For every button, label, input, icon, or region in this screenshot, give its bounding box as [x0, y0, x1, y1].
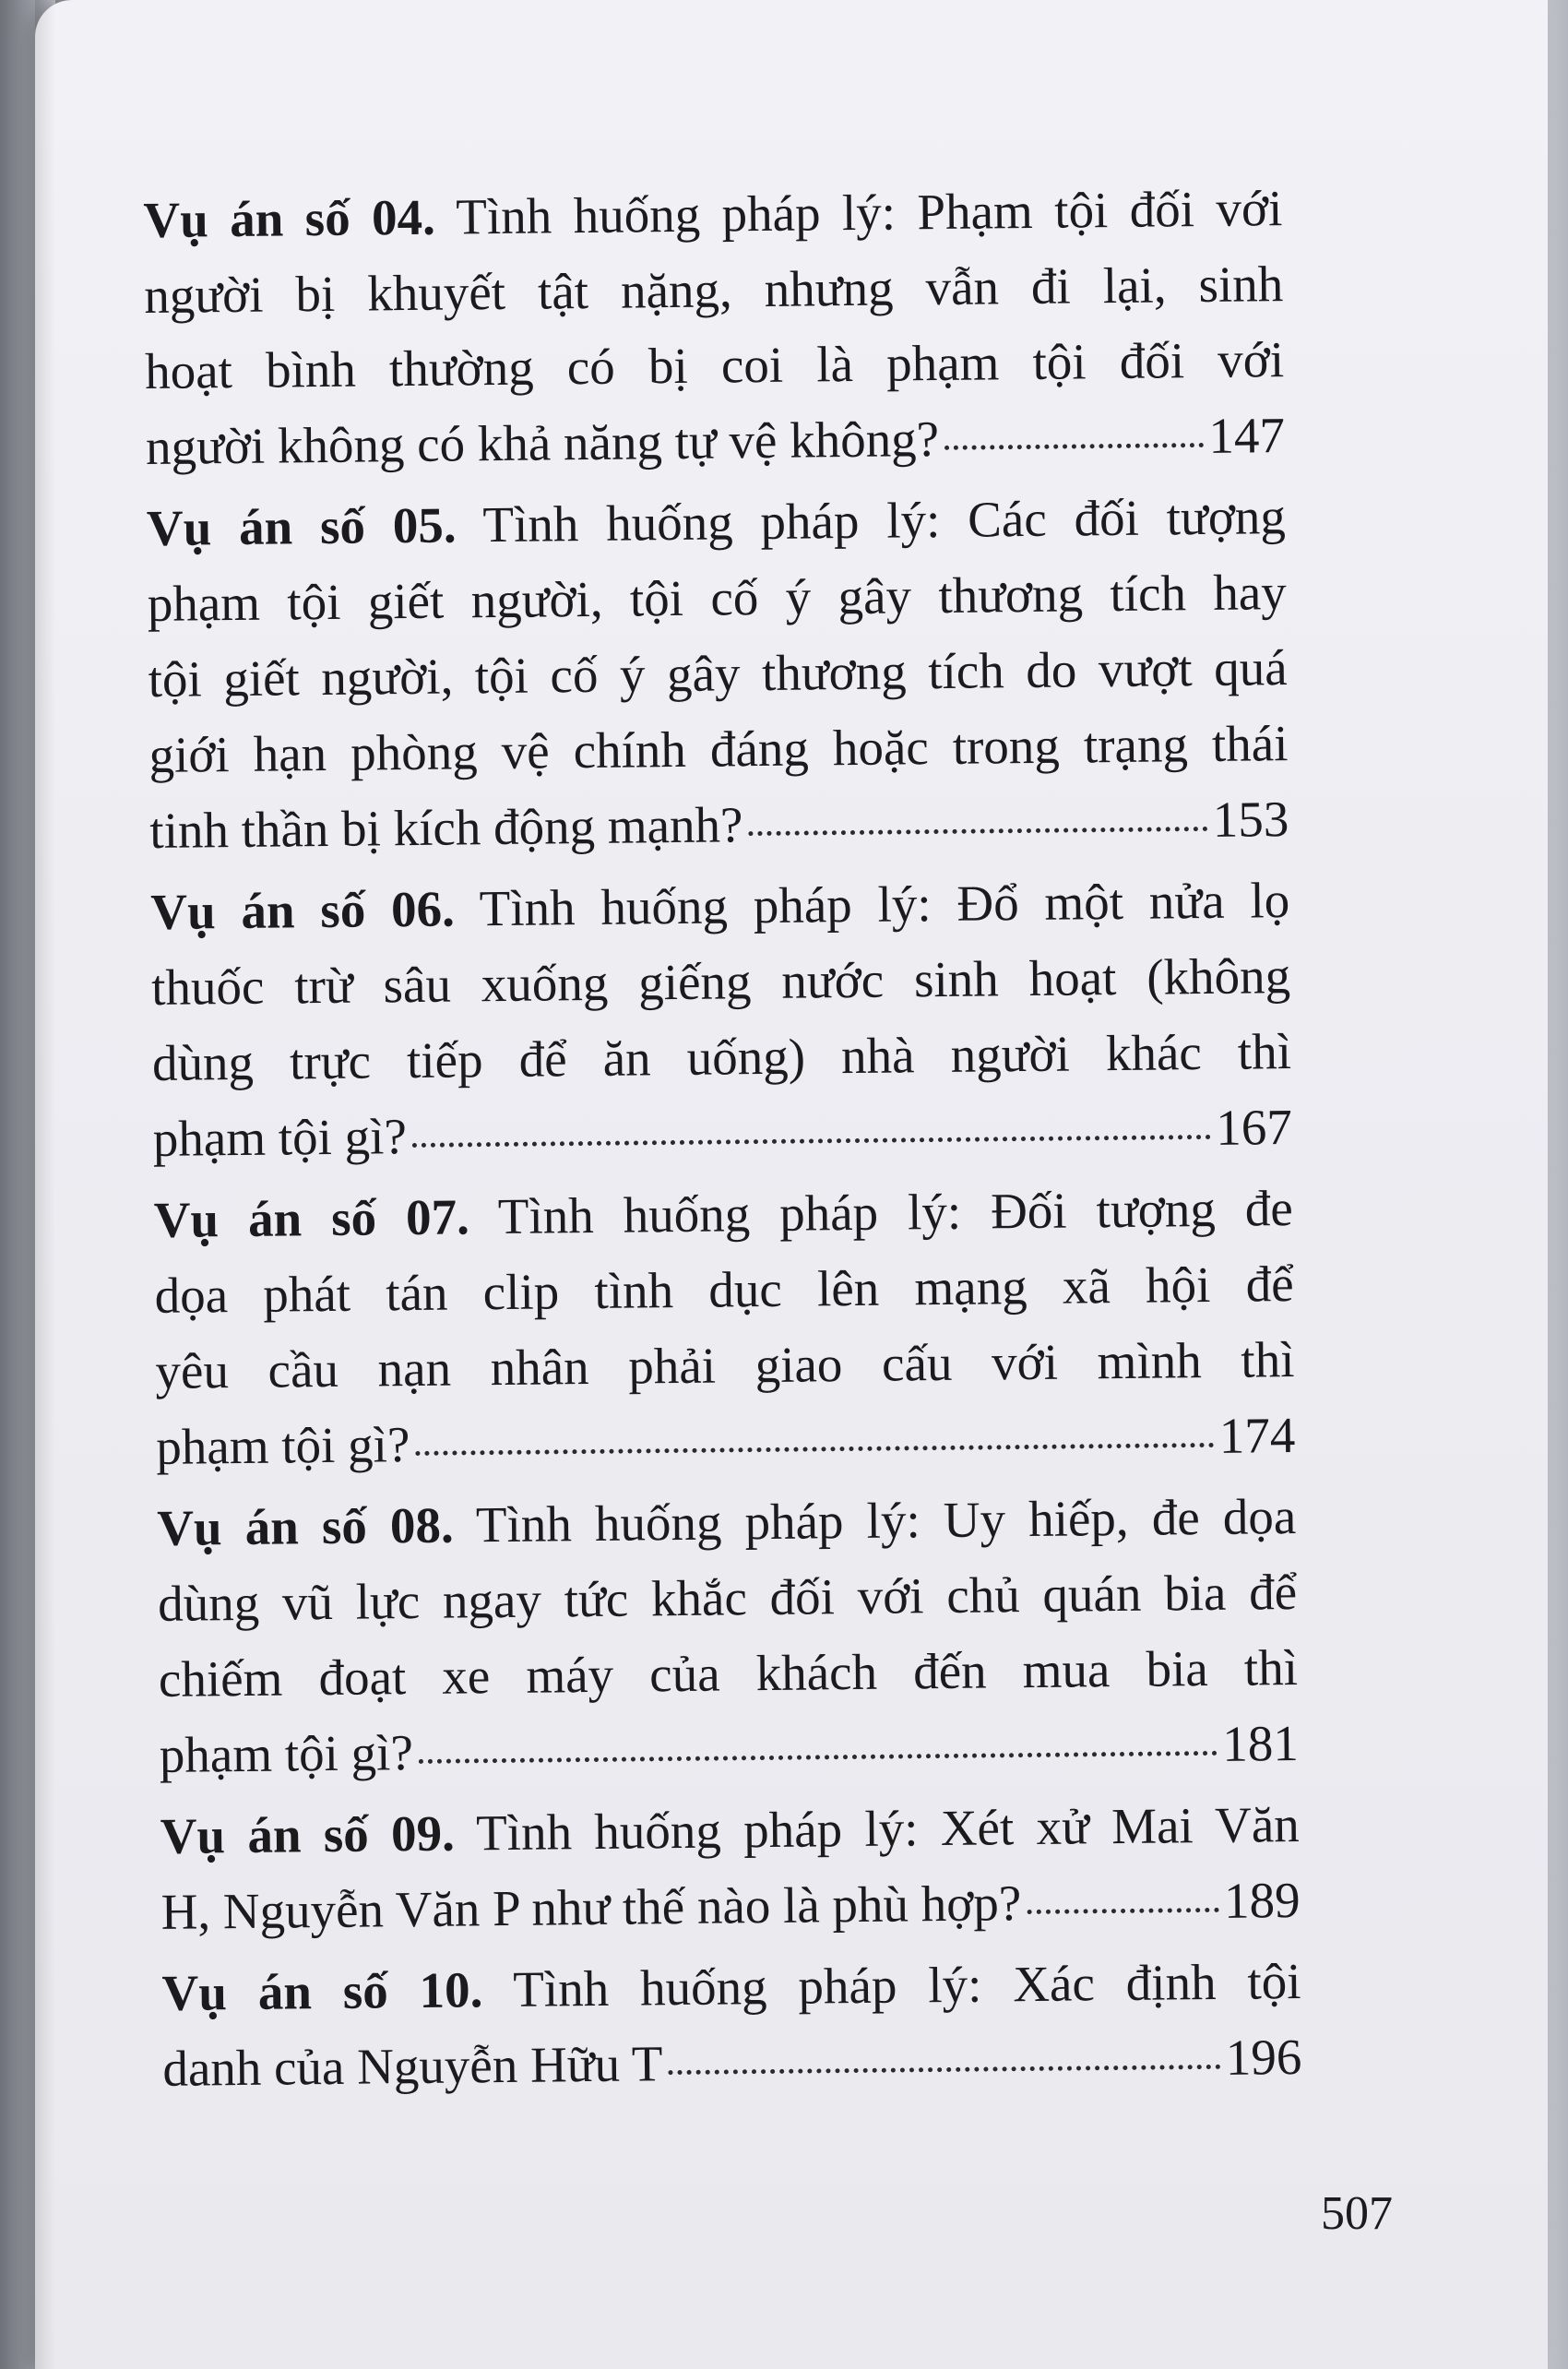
- entry-text: dùng trực tiếp để ăn uống) nhà người khác thì: [151, 1023, 1292, 1091]
- entry-text: Tình huống pháp lý: Đổ một nửa lọ: [454, 872, 1290, 937]
- toc-page-number: 181: [1221, 1714, 1300, 1772]
- dot-leader: [412, 1135, 1211, 1148]
- entry-text: dọa phát tán clip tình dục lên mạng xã hội để: [154, 1256, 1294, 1324]
- toc-entry-line: [152, 1014, 1292, 1101]
- toc-entry: [143, 171, 1285, 485]
- entry-text: H, Nguyễn Văn P như thế nào là phù hợp?: [160, 1875, 1022, 1940]
- entry-text: tội giết người, tội cố ý gây thương tích do vượt quá: [148, 639, 1288, 708]
- page-fold-shadow: [35, 0, 55, 2369]
- entry-text: Tình huống pháp lý: Xét xử Mai Văn: [454, 1795, 1301, 1862]
- toc-entry-line: [157, 1479, 1297, 1566]
- entry-text: hoạt bình thường có bị coi là phạm tội đối với: [144, 331, 1285, 399]
- entry-text: Tình huống pháp lý: Uy hiếp, đe dọa: [453, 1487, 1297, 1554]
- toc-entry-last-line: [156, 1398, 1296, 1485]
- toc-entry-last-line: [152, 1089, 1292, 1177]
- dot-leader: [1027, 1908, 1218, 1914]
- case-number: Vụ án số 07.: [153, 1188, 470, 1248]
- toc-page-number: 189: [1223, 1871, 1301, 1929]
- toc-entry-last-line: [149, 781, 1289, 869]
- toc-entry-last-line: [159, 1706, 1299, 1793]
- entry-text: thuốc trừ sâu xuống giếng nước sinh hoạt (không: [150, 947, 1291, 1016]
- toc-entry-line: [143, 171, 1283, 258]
- toc-entry: [161, 1944, 1302, 2107]
- entry-text: Tình huống pháp lý: Các đối tượng: [456, 488, 1287, 554]
- entry-text: người không có khả năng tự vệ không?: [145, 410, 940, 475]
- toc-entry-last-line: [162, 2019, 1302, 2107]
- dot-leader: [668, 2065, 1220, 2075]
- toc-entry-line: [155, 1322, 1295, 1410]
- entry-text: Tình huống pháp lý: Xác định tội: [482, 1952, 1301, 2018]
- entry-text: Tình huống pháp lý: Đối tượng đe: [469, 1180, 1294, 1245]
- toc-entry: [146, 479, 1289, 869]
- entry-text: phạm tội gì?: [152, 1108, 408, 1167]
- toc-entry-line: [160, 1787, 1300, 1875]
- toc-entry-line: [151, 938, 1291, 1026]
- toc-entry-line: [153, 1171, 1293, 1258]
- case-number: Vụ án số 09.: [160, 1804, 456, 1864]
- toc-page-number: 153: [1212, 791, 1289, 848]
- case-number: Vụ án số 08.: [156, 1496, 455, 1556]
- toc-entry-line: [148, 706, 1289, 793]
- entry-text: phạm tội giết người, tội cố ý gây thương tích hay: [147, 564, 1288, 632]
- toc-entry-line: [147, 554, 1287, 642]
- toc-page-number: 196: [1225, 2028, 1302, 2086]
- toc-entry: [160, 1787, 1301, 1950]
- dot-leader: [748, 827, 1206, 836]
- table-of-contents: [143, 171, 1302, 2107]
- dot-leader: [419, 1751, 1218, 1764]
- toc-entry-line: [154, 1246, 1294, 1334]
- toc-entry: [153, 1171, 1295, 1485]
- page-number: 507: [1321, 2187, 1393, 2240]
- toc-entry-line: [161, 1944, 1301, 2031]
- case-number: Vụ án số 06.: [149, 880, 456, 940]
- toc-entry-line: [158, 1554, 1298, 1642]
- toc-page-number: 167: [1215, 1099, 1293, 1156]
- entry-text: tinh thần bị kích động mạnh?: [149, 796, 743, 859]
- toc-entry-line: [150, 863, 1290, 950]
- toc-entry: [157, 1479, 1299, 1793]
- toc-entry-last-line: [146, 398, 1286, 485]
- entry-text: Tình huống pháp lý: Phạm tội đối với: [434, 180, 1283, 245]
- dot-leader: [944, 443, 1203, 450]
- entry-text: dùng vũ lực ngay tức khắc đối với chủ quán bia để: [157, 1563, 1298, 1632]
- case-number: Vụ án số 04.: [143, 188, 436, 248]
- case-number: Vụ án số 10.: [161, 1961, 483, 2021]
- toc-entry: [150, 863, 1292, 1177]
- toc-page-number: 174: [1218, 1406, 1296, 1464]
- toc-entry-line: [145, 322, 1285, 410]
- entry-text: danh của Nguyễn Hữu T: [162, 2035, 663, 2097]
- toc-page-number: 147: [1208, 407, 1286, 464]
- entry-text: giới hạn phòng vệ chính đáng hoặc trong trạng thái: [148, 715, 1289, 783]
- case-number: Vụ án số 05.: [146, 496, 457, 556]
- toc-entry-line: [144, 246, 1284, 334]
- entry-text: phạm tội gì?: [159, 1724, 414, 1783]
- entry-text: yêu cầu nạn nhân phải giao cấu với mình thì: [155, 1330, 1295, 1399]
- dot-leader: [415, 1443, 1214, 1456]
- toc-entry-line: [146, 479, 1286, 566]
- toc-entry-line: [159, 1630, 1299, 1718]
- entry-text: chiếm đoạt xe máy của khách đến mua bia thì: [158, 1638, 1299, 1708]
- entry-text: phạm tội gì?: [156, 1416, 410, 1475]
- entry-text: người bị khuyết tật nặng, nhưng vẫn đi lại, sinh: [143, 256, 1284, 324]
- toc-entry-line: [148, 630, 1288, 718]
- toc-entry-last-line: [160, 1863, 1301, 1950]
